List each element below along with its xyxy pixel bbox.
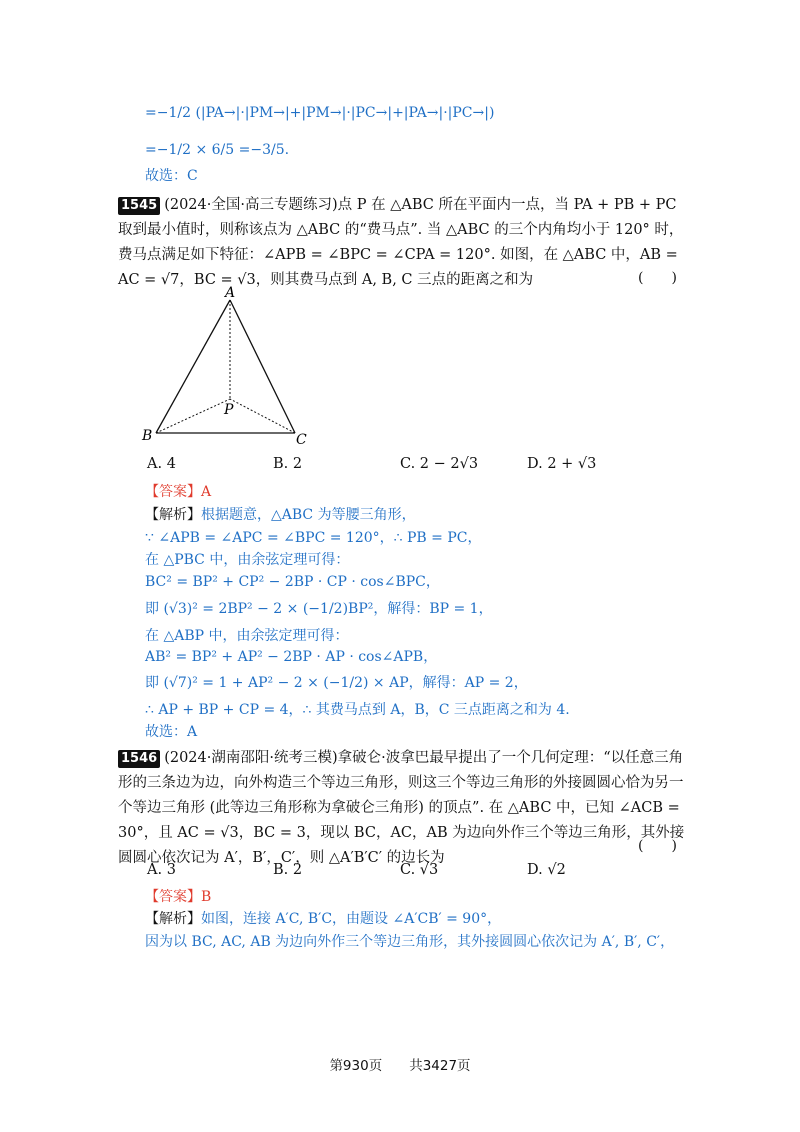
solution-line: 即 (√3)² = 2BP² − 2 × (−1/2)BP²，解得：BP = 1， xyxy=(145,601,493,617)
vertex-label-p: P xyxy=(224,402,234,418)
edge-ac xyxy=(230,300,295,433)
solution-line: ∵ ∠APB = ∠APC = ∠BPC = 120°，∴ PB = PC， xyxy=(145,530,482,546)
analysis-tag: 【解析】 xyxy=(145,507,201,523)
vertex-label-a: A xyxy=(225,285,236,301)
question-text: (2024·全国·高三专题练习)点 P 在 △ABC 所在平面内一点，当 PA + PB + PC 取到最小值时，则称该点为 △ABC 的“费马点”. 当 △ABC 的三个内角均小于 120° 时，费马点满足如下特征：∠APB = ∠BPC = ∠CPA = 120°. 如图，在 △ABC 中，AB = AC = √7，BC = √3，则其费马点到 A, B, C 三点的距离之和为 xyxy=(118,197,684,288)
page-footer: 第930页 共3427页 xyxy=(329,1058,471,1074)
vertex-label-c: C xyxy=(296,432,307,448)
option-b: B. 2 xyxy=(273,862,303,878)
answer-bracket: ( ) xyxy=(638,838,677,854)
option-b: B. 2 xyxy=(273,456,303,472)
answer-tag: 【答案】 xyxy=(145,889,201,905)
option-a: A. 4 xyxy=(147,456,176,472)
option-d: D. 2 + √3 xyxy=(527,456,597,472)
segment-cp xyxy=(230,399,295,433)
solution-line: ∴ AP + BP + CP = 4，∴ 其费马点到 A，B，C 三点距离之和为 4. xyxy=(145,702,570,718)
solution-line: 在 △PBC 中，由余弦定理可得： xyxy=(145,552,350,568)
answer-value: B xyxy=(201,889,212,905)
solution-line: 【解析】如图，连接 A′C, B′C，由题设 ∠A′CB′ = 90°， xyxy=(145,911,502,927)
prev-solution-line-3: 故选：C xyxy=(145,168,198,184)
question-1545 xyxy=(118,193,690,293)
segment-bp xyxy=(156,399,230,433)
answer-line xyxy=(145,888,211,906)
question-1546 xyxy=(118,746,690,871)
prev-solution-line-1: =−1/2 (|PA→|·|PM→|+|PM→|·|PC→|+|PA→|·|PC→|) xyxy=(145,105,495,121)
vertex-label-b: B xyxy=(142,428,153,444)
question-text: (2024·湖南邵阳·统考三模)拿破仑·波拿巴最早提出了一个几何定理：“以任意三角形的三条边为边，向外构造三个等边三角形，则这三个等边三角形的外接圆圆心恰为另一个等边三角形 (此等边三角形称为拿破仑三角形) 的顶点”. 在 △ABC 中，已知 ∠ACB = 30°，且 AC = √3，BC = 3，现以 BC，AC，AB 为边向外作三个等边三角形，其外接圆圆心依次记为 A′，B′，C′，则 △A′B′C′ 的边长为 xyxy=(118,750,685,866)
option-a: A. 3 xyxy=(147,862,176,878)
solution-line: 因为以 BC, AC, AB 为边向外作三个等边三角形，其外接圆圆心依次记为 A′, B′, C′， xyxy=(145,934,675,950)
solution-line: 在 △ABP 中，由余弦定理可得： xyxy=(145,628,349,644)
option-c: C. 2 − 2√3 xyxy=(400,456,479,472)
solution-line: 故选：A xyxy=(145,724,198,740)
solution-line: AB² = BP² + AP² − 2BP · AP · cos∠APB， xyxy=(145,649,438,665)
analysis-tag: 【解析】 xyxy=(145,911,201,927)
prev-solution-line-2: =−1/2 × 6/5 =−3/5. xyxy=(145,142,290,158)
answer-value: A xyxy=(201,484,212,500)
question-number-badge: 1545 xyxy=(118,197,160,215)
answer-tag: 【答案】 xyxy=(145,484,201,500)
solution-line: 【解析】根据题意，△ABC 为等腰三角形， xyxy=(145,507,416,523)
option-d: D. √2 xyxy=(527,862,566,878)
answer-line xyxy=(145,483,211,501)
answer-bracket: ( ) xyxy=(638,270,677,286)
option-c: C. √3 xyxy=(400,862,439,878)
solution-line: BC² = BP² + CP² − 2BP · CP · cos∠BPC， xyxy=(145,574,440,590)
question-number-badge: 1546 xyxy=(118,750,160,768)
triangle-figure xyxy=(140,284,315,449)
edge-ab xyxy=(156,300,230,433)
solution-line: 即 (√7)² = 1 + AP² − 2 × (−1/2) × AP，解得：AP = 2， xyxy=(145,675,528,691)
